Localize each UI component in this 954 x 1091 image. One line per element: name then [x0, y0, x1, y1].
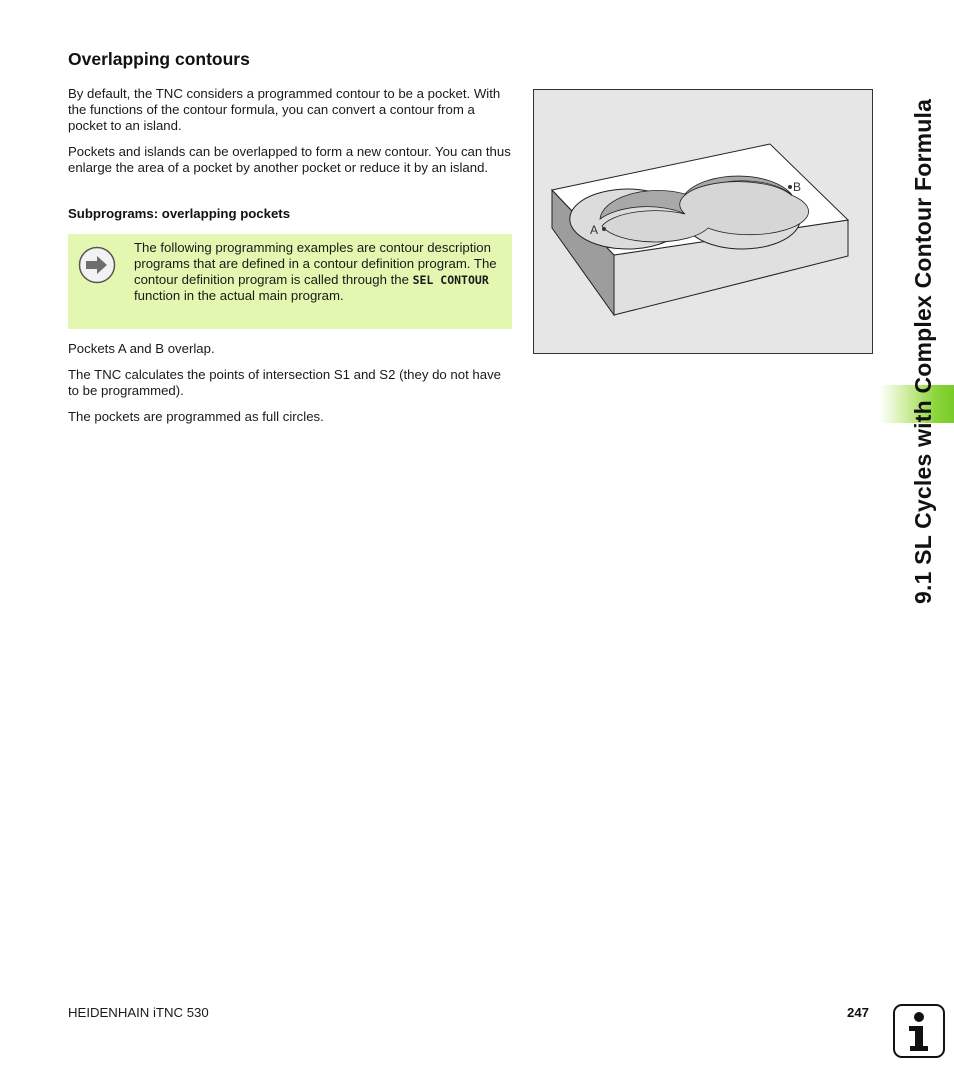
page-number: 247: [847, 1005, 870, 1020]
label-a: A: [590, 223, 599, 237]
note-text: [134, 240, 506, 304]
note-text-before: The following programming examples are contour description programs that are defined in a contour definition program. The contour definition program is called through the: [134, 240, 497, 287]
section-heading: Overlapping contours: [68, 49, 250, 69]
note-text-after: function in the actual main program.: [134, 288, 344, 303]
note-box: [68, 234, 512, 329]
point-a-marker: [602, 227, 606, 231]
point-b-marker: [788, 185, 792, 189]
overlapping-pockets-figure: [533, 89, 873, 354]
workpiece-illustration: [534, 90, 872, 353]
full-circles-text: The pockets are programmed as full circles.: [68, 409, 324, 424]
intersection-text: The TNC calculates the points of intersection S1 and S2 (they do not have to be programmed).: [68, 367, 501, 398]
subheading: Subprograms: overlapping pockets: [68, 206, 291, 221]
footer-product: HEIDENHAIN iTNC 530: [68, 1005, 209, 1020]
intro-paragraph: By default, the TNC considers a programmed contour to be a pocket. With the functions of the contour formula, you can convert a contour from a pocket to an island.: [68, 86, 501, 133]
overlap-paragraph: Pockets and islands can be overlapped to form a new contour. You can thus enlarge the area of a pocket by another pocket or reduce it by an island.: [68, 144, 511, 175]
label-b: B: [793, 180, 802, 194]
pockets-overlap-text: Pockets A and B overlap.: [68, 341, 215, 356]
note-code: SEL CONTOUR: [412, 273, 489, 287]
chapter-title: 9.1 SL Cycles with Complex Contour Formula: [910, 98, 936, 604]
info-icon: [893, 1004, 945, 1058]
arrow-right-icon: [78, 246, 116, 284]
